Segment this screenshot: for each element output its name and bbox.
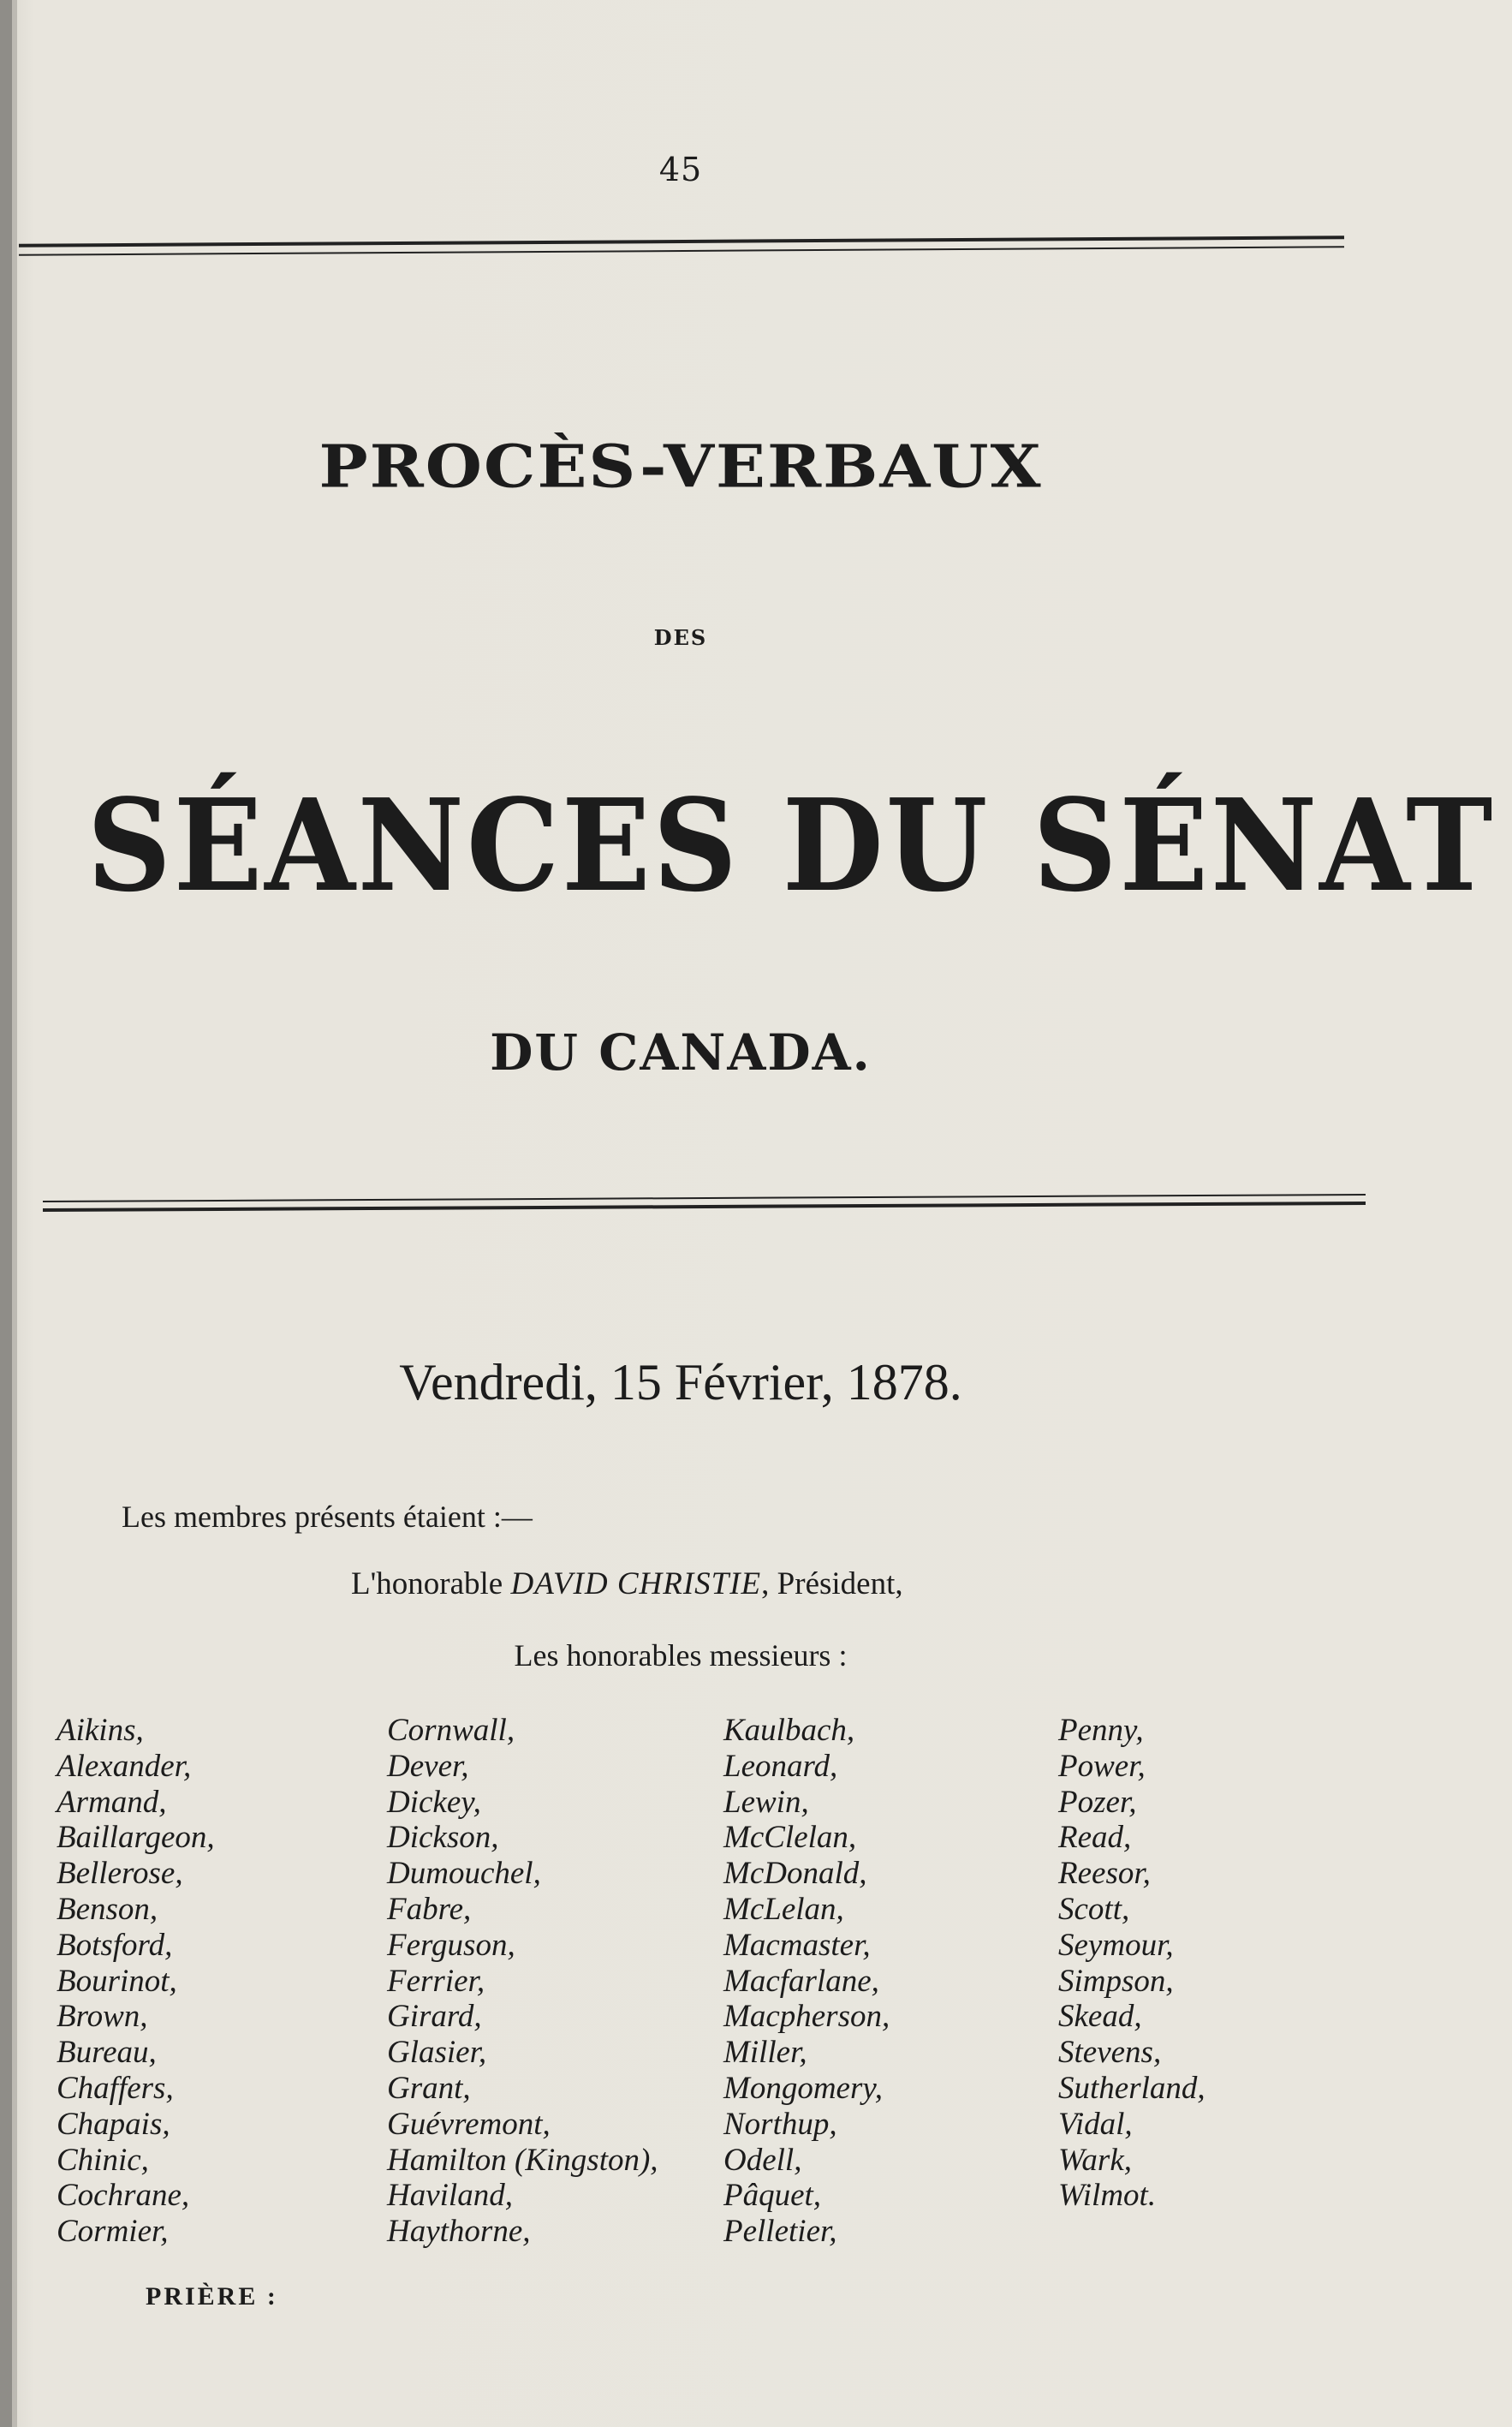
president-prefix: L'honorable [351,1566,511,1601]
member-name: Read, [1058,1820,1132,1856]
members-column-4 [1058,1713,1205,2214]
member-name: Simpson, [1058,1963,1174,1999]
member-name: Alexander, [57,1748,192,1784]
member-name: Armand, [57,1784,167,1820]
page-number: 45 [658,151,703,188]
member-name: Northup, [723,2106,837,2142]
member-name: Bureau, [57,2035,157,2071]
member-name: Penny, [1058,1713,1144,1748]
member-name: Dickson, [387,1820,499,1856]
member-name: Wark, [1058,2142,1132,2178]
top-rule-thick [19,236,1344,247]
member-name: Brown, [57,1999,148,2035]
member-name: Power, [1058,1748,1146,1784]
member-name: Pelletier, [723,2214,837,2250]
president-name: DAVID CHRISTIE [510,1566,762,1601]
middle-rule-thin [43,1194,1366,1202]
member-name: Leonard, [723,1748,838,1784]
member-name: Cornwall, [387,1713,515,1748]
member-name: Dever, [387,1748,469,1784]
member-name: Dumouchel, [387,1856,541,1892]
member-name: Chapais, [57,2106,170,2142]
member-name: Sutherland, [1058,2070,1205,2106]
member-name: Scott, [1058,1891,1130,1927]
member-name: Pozer, [1058,1784,1137,1820]
president-line [351,1565,903,1602]
book-binding-edge [0,0,12,2427]
member-name: Stevens, [1058,2035,1162,2071]
middle-rule-thick [43,1202,1366,1212]
member-name: Lewin, [723,1784,809,1820]
member-name: McClelan, [723,1820,857,1856]
member-name: Bellerose, [57,1856,183,1892]
member-name: Chinic, [57,2142,149,2178]
book-binding-shadow [12,0,17,2427]
member-name: Aikins, [57,1713,144,1748]
member-name: Miller, [723,2035,807,2071]
member-name: Grant, [387,2070,471,2106]
title-seances-du-senat: SÉANCES DU SÉNAT [86,771,1496,920]
member-name: Wilmot. [1058,2178,1157,2214]
title-du-canada: DU CANADA. [490,1023,872,1082]
member-name: Cochrane, [57,2178,190,2214]
member-name: Dickey, [387,1784,481,1820]
member-name: Seymour, [1058,1927,1174,1963]
member-name: Glasier, [387,2035,487,2071]
member-name: Bourinot, [57,1963,177,1999]
member-name: Macpherson, [723,1999,890,2035]
member-name: Ferrier, [387,1963,485,1999]
member-name: Ferguson, [387,1927,515,1963]
title-proces-verbaux: PROCÈS-VERBAUX [318,432,1043,501]
member-name: Kaulbach, [723,1713,855,1748]
member-name: Vidal, [1058,2106,1133,2142]
member-name: Cormier, [57,2214,169,2250]
members-present-intro: Les membres présents étaient :— [122,1500,533,1534]
president-suffix: , Président, [761,1566,903,1601]
member-name: Pâquet, [723,2178,822,2214]
member-name: Macfarlane, [723,1963,879,1999]
members-column-1 [57,1713,215,2250]
member-name: McLelan, [723,1891,844,1927]
session-date: Vendredi, 15 Février, 1878. [399,1354,962,1410]
member-name: Haviland, [387,2178,513,2214]
members-column-2 [387,1713,658,2250]
member-name: Mongomery, [723,2070,883,2106]
member-name: Skead, [1058,1999,1142,2035]
member-name: Hamilton (Kingston), [387,2142,658,2178]
member-name: Chaffers, [57,2070,174,2106]
honorables-messieurs-label: Les honorables messieurs : [514,1638,848,1673]
member-name: Guévremont, [387,2106,551,2142]
member-name: Odell, [723,2142,802,2178]
member-name: McDonald, [723,1856,867,1892]
member-name: Botsford, [57,1927,173,1963]
member-name: Macmaster, [723,1927,871,1963]
member-name: Reesor, [1058,1856,1151,1892]
member-name: Benson, [57,1891,158,1927]
title-des: DES [653,625,708,650]
member-name: Haythorne, [387,2214,531,2250]
member-name: Girard, [387,1999,482,2035]
priere-heading: PRIÈRE : [146,2282,278,2311]
members-column-3 [723,1713,890,2250]
member-name: Fabre, [387,1891,472,1927]
top-rule-thin [19,246,1344,255]
member-name: Baillargeon, [57,1820,215,1856]
